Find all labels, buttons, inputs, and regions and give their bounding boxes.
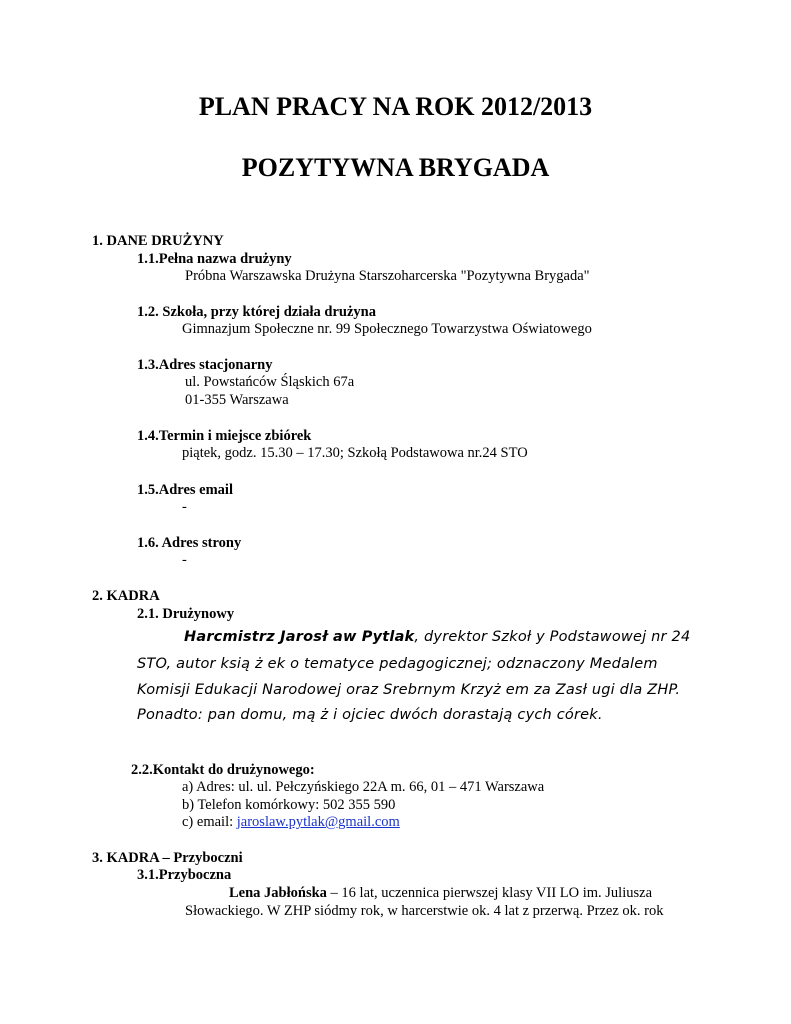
address-line-1: ul. Powstańców Śląskich 67a [185,374,355,390]
full-name-label: 1.1.Pełna nazwa drużyny [137,251,292,267]
meetings-value: piątek, godz. 15.30 – 17.30; Szkołą Podstawowa nr.24 STO [182,445,528,461]
email-label: 1.5.Adres email [137,482,233,498]
contact-phone: b) Telefon komórkowy: 502 355 590 [182,797,396,813]
school-value: Gimnazjum Społeczne nr. 99 Społecznego Towarzystwa Oświatowego [182,321,592,337]
address-label: 1.3.Adres stacjonarny [137,357,273,373]
assistant-name: Lena Jabłońska [229,885,327,901]
meetings-label: 1.4.Termin i miejsce zbiórek [137,428,312,444]
contact-address: a) Adres: ul. ul. Pełczyńskiego 22A m. 66, 01 – 471 Warszawa [182,779,545,795]
contact-email-line [182,814,400,831]
section-3-heading: 3. KADRA – Przyboczni [92,850,243,866]
address-line-2: 01-355 Warszawa [185,392,289,408]
leader-line-4: Ponadto: pan domu, mą ż i ojciec dwóch dorastają cych córek. [137,707,603,723]
assistant-line-2: Słowackiego. W ZHP siódmy rok, w harcerstwie ok. 4 lat z przerwą. Przez ok. rok [185,903,664,919]
leader-line-1 [184,629,690,645]
full-name-value: Próbna Warszawska Drużyna Starszoharcerska "Pozytywna Brygada" [185,268,590,284]
leader-line-3: Komisji Edukacji Narodowej oraz Srebrnym Krzyż em za Zasł ugi dla ZHP. [137,682,681,698]
leader-line-2: STO, autor ksią ż ek o tematyce pedagogicznej; odznaczony Medalem [137,656,658,672]
assistant-label: 3.1.Przyboczna [137,867,232,883]
team-title: POZYTYWNA BRYGADA [241,153,550,182]
school-label: 1.2. Szkoła, przy której działa drużyna [137,304,376,320]
website-value: - [182,552,187,568]
contact-label: 2.2.Kontakt do drużynowego: [131,762,315,778]
leader-name: Harcmistrz Jarosł aw Pytlak [184,629,415,645]
leader-label: 2.1. Drużynowy [137,606,235,622]
document-title: PLAN PRACY NA ROK 2012/2013 [198,92,593,121]
assistant-line-1 [229,885,652,902]
assistant-line-1-rest: – 16 lat, uczennica pierwszej klasy VII LO im. Juliusza [326,885,653,901]
section-2-heading: 2. KADRA [92,588,160,604]
website-label: 1.6. Adres strony [137,535,242,551]
leader-line-1-rest: , dyrektor Szkoł y Podstawowej nr 24 [414,629,691,645]
contact-email-link[interactable]: jaroslaw.pytlak@gmail.com [236,814,400,830]
email-value: - [182,499,187,515]
contact-email-prefix: c) email: [182,814,237,830]
section-1-heading: 1. DANE DRUŻYNY [92,233,224,249]
